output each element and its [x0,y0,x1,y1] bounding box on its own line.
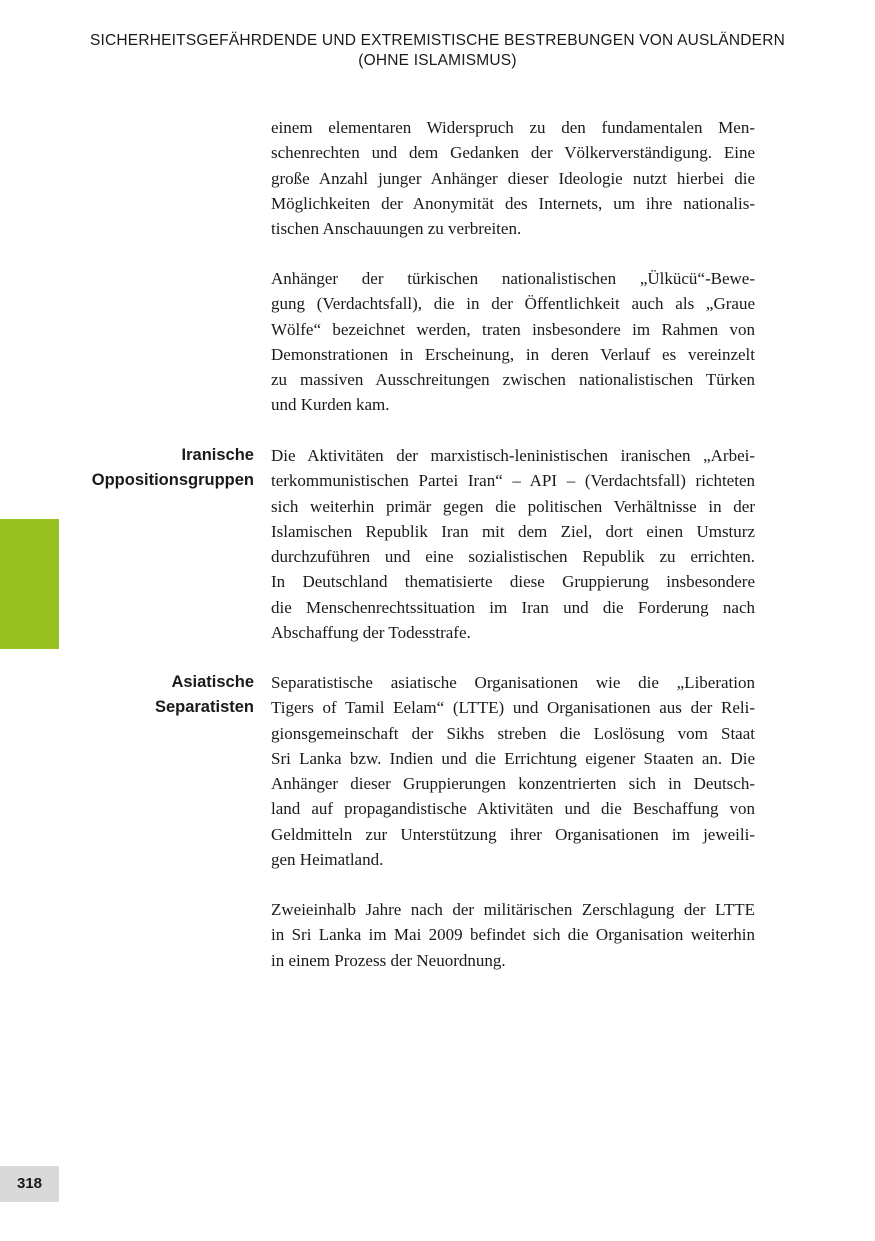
text-line: Islamischen Republik Iran mit dem Ziel, dort einen Umsturz [271,521,755,541]
text-line: In Deutschland thematisierte diese Gruppierung insbesondere [271,572,755,592]
text-line: große Anzahl junger Anhänger dieser Ideologie nutzt hierbei die [271,168,755,188]
text-line: Geldmitteln zur Unterstützung ihrer Organisationen im jeweili- [271,824,755,844]
text-line: Sri Lanka bzw. Indien und die Errichtung eigener Staaten an. Die [271,748,755,768]
text-line: Abschaffung der Todesstrafe. [271,623,471,643]
text-line: Zweieinhalb Jahre nach der militärischen Zerschlagung der LTTE [271,900,755,919]
text-line: und Kurden kam. [271,395,390,415]
text-line: Separatistische asiatische Organisationen wie die „Liberation [271,673,755,692]
text-line: land auf propagandistische Aktivitäten und die Beschaffung von [271,799,755,819]
text-line: Demonstrationen in Erscheinung, in deren Verlauf es vereinzelt [271,344,755,364]
text-line: zu massiven Ausschreitungen zwischen nationalistischen Türken [271,370,755,390]
text-line: einem elementaren Widerspruch zu den fundamentalen Men- [271,118,755,137]
text-line: terkommunistischen Partei Iran“ – API – (Verdachtsfall) richteten [271,471,755,491]
text-line: gung (Verdachtsfall), die in der Öffentlichkeit auch als „Graue [271,294,755,314]
text-line: Tigers of Tamil Eelam“ (LTTE) und Organisationen aus der Reli- [271,698,755,718]
running-header [0,31,875,71]
paragraph-5 [271,897,755,973]
text-line: gen Heimatland. [271,850,384,870]
text-line: tischen Anschauungen zu verbreiten. [271,219,522,239]
text-line: sich weiterhin primär gegen die politischen Verhältnisse in der [271,496,755,516]
text-line: Anhänger dieser Gruppierungen konzentrierten sich in Deutsch- [271,774,755,794]
margin-heading-line: Iranische [181,446,254,464]
margin-heading-line: Oppositionsgruppen [91,471,254,490]
text-line: gionsgemeinschaft der Sikhs streben die Loslösung vom Staat [271,723,755,743]
paragraph-1 [271,115,755,241]
text-line: Wölfe“ bezeichnet werden, traten insbesondere im Rahmen von [271,319,755,339]
page-number: 318 [0,1166,59,1202]
text-line: in Sri Lanka im Mai 2009 befindet sich die Organisation weiterhin [271,925,755,945]
running-header-line-2: (OHNE ISLAMISMUS) [358,52,517,69]
margin-heading-iranian-opposition [92,443,254,494]
paragraph-4 [271,670,755,872]
text-line: durchzuführen und eine sozialistischen Republik zu errichten. [271,547,755,567]
text-line: die Menschenrechtssituation im Iran und die Forderung nach [271,597,755,617]
running-header-line-1: SICHERHEITSGEFÄHRDENDE UND EXTREMISTISCHE BESTREBUNGEN VON AUSLÄNDERN [89,32,786,49]
text-line: Möglichkeiten der Anonymität des Internets, um ihre nationalis- [271,193,755,213]
text-line: schenrechten und dem Gedanken der Völkerverständigung. Eine [271,143,755,163]
text-line: Die Aktivitäten der marxistisch-leninistischen iranischen „Arbei- [271,446,755,465]
text-line: Anhänger der türkischen nationalistischen „Ülkücü“-Bewe- [271,269,755,288]
margin-heading-line: Separatisten [154,698,254,717]
margin-heading-line: Asiatische [171,673,254,691]
margin-heading-asian-separatists [155,670,254,721]
side-color-tab [0,519,59,649]
paragraph-3 [271,443,755,645]
text-line: in einem Prozess der Neuordnung. [271,950,506,970]
paragraph-2 [271,266,755,418]
